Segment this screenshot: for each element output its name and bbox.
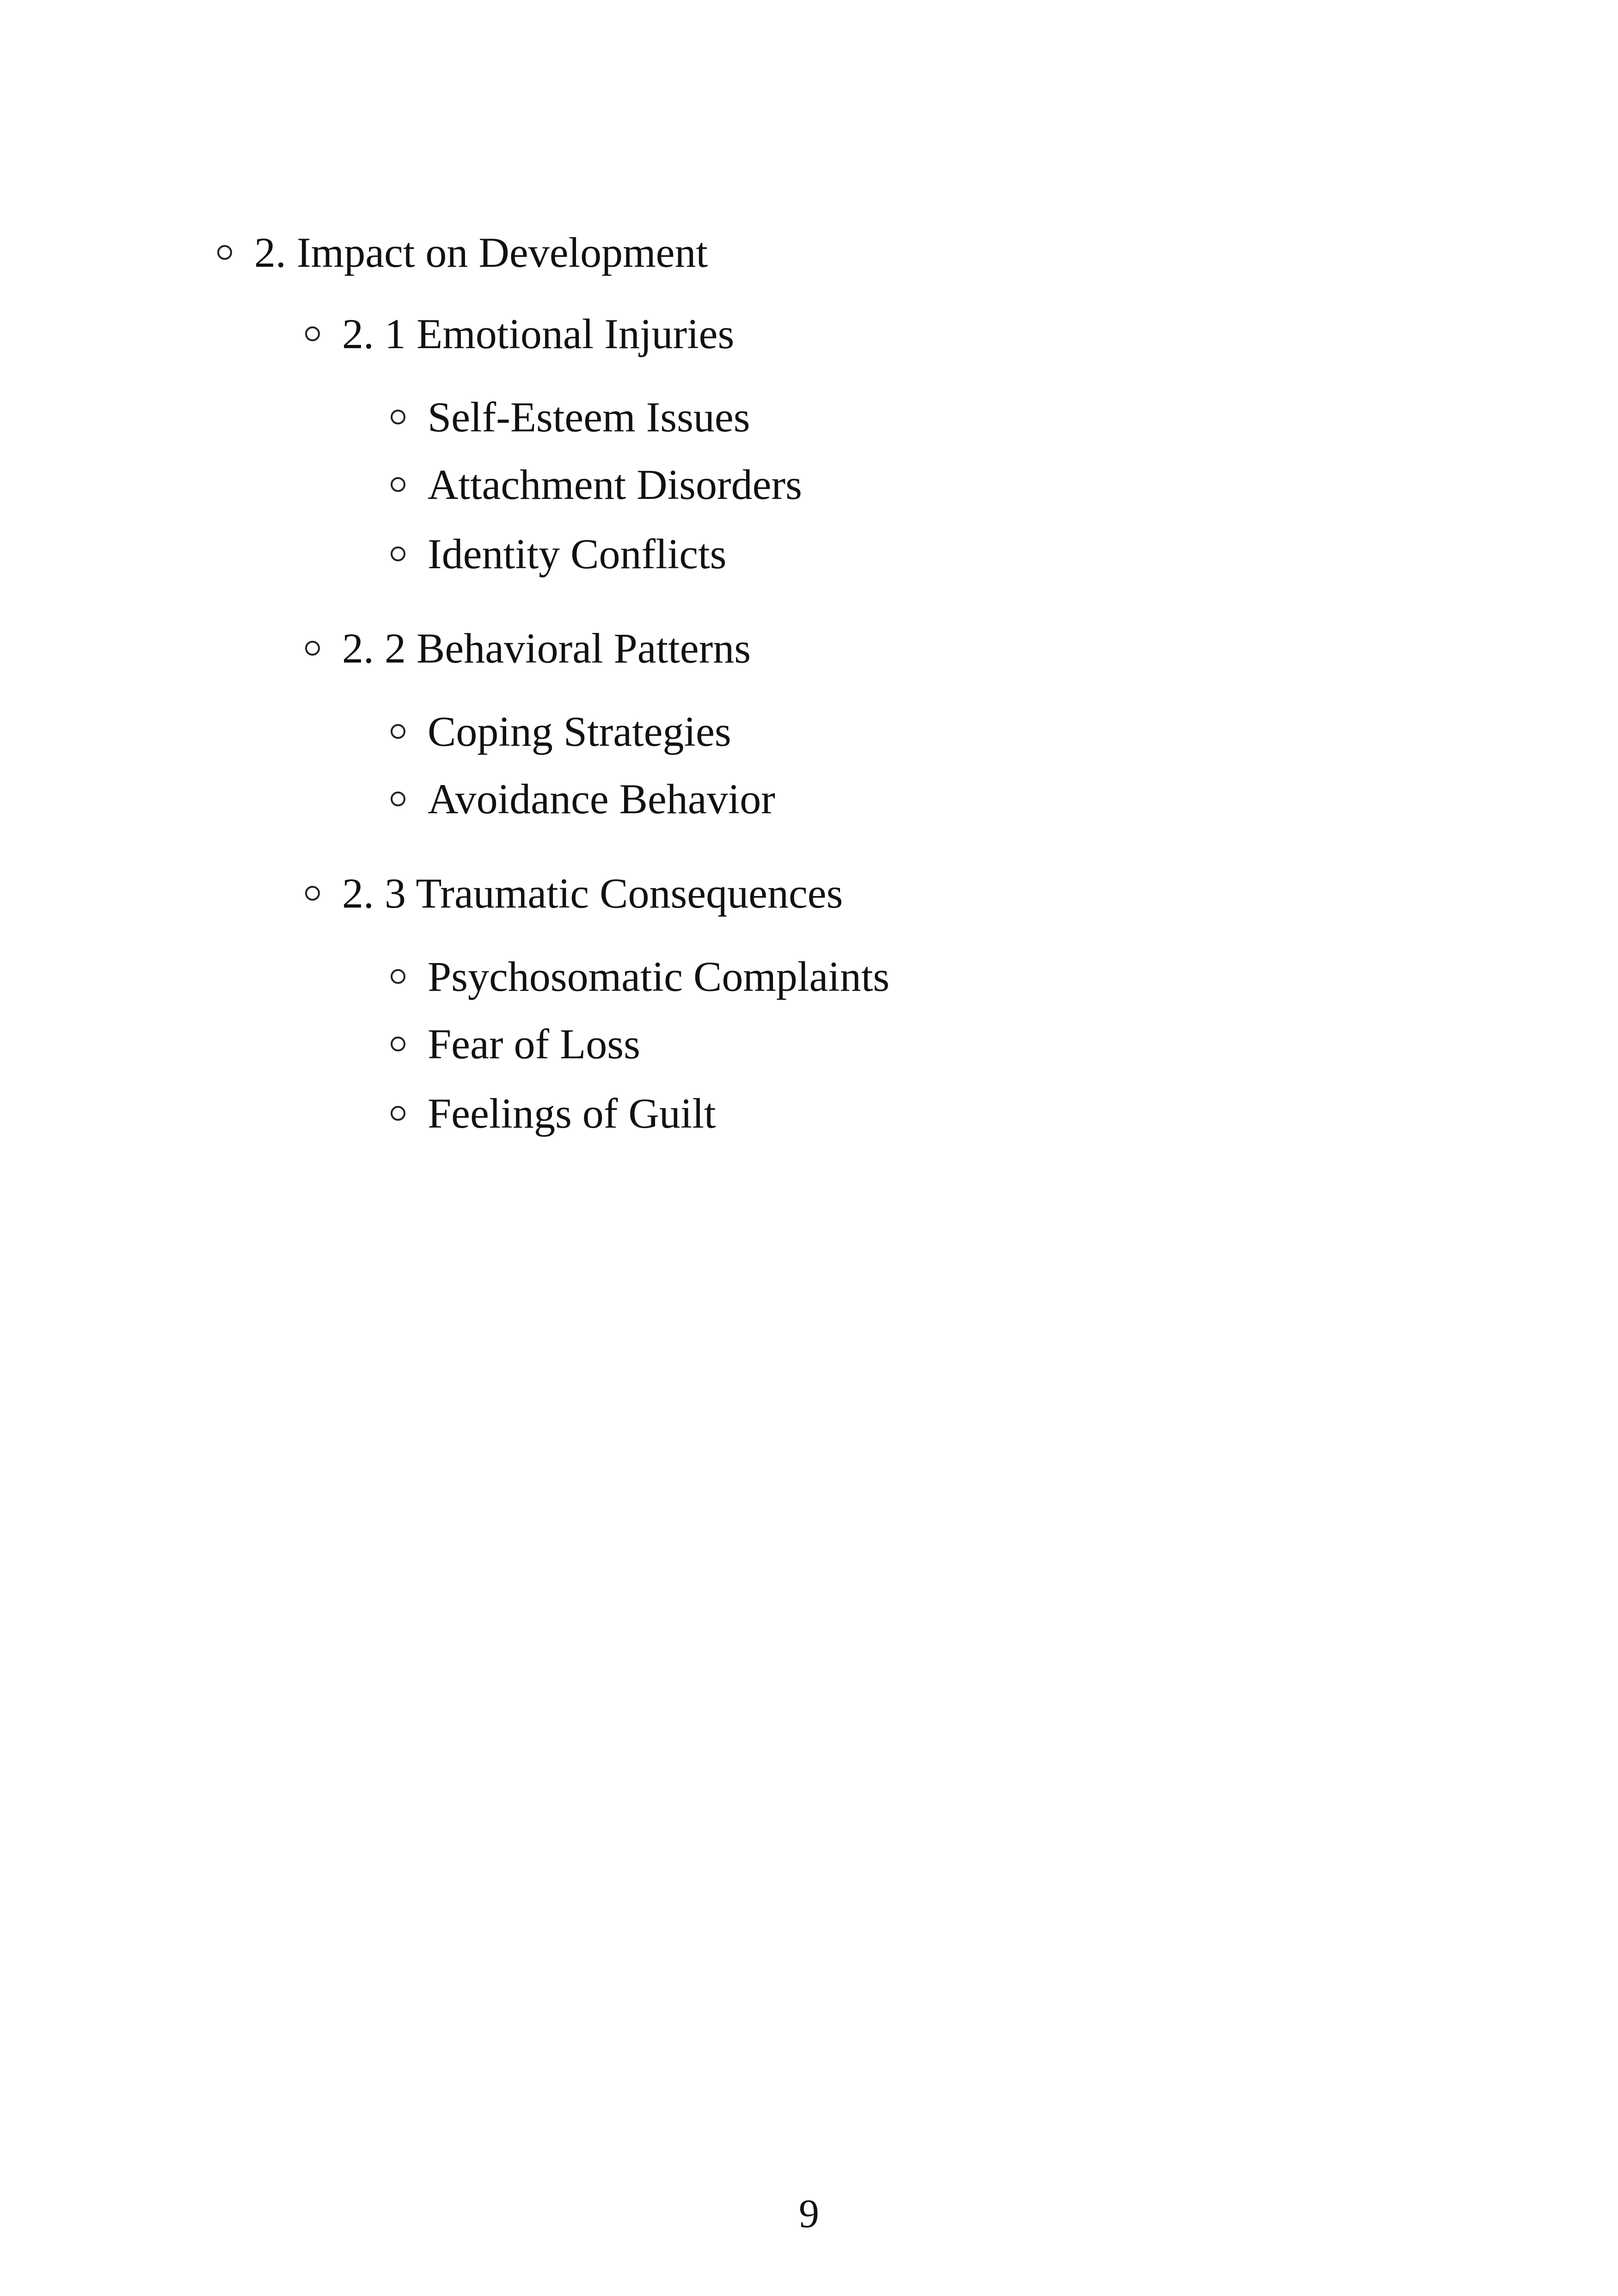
list-item-text: Identity Conflicts	[428, 530, 727, 577]
outline-list-item	[391, 1020, 640, 1068]
subsection-title: 2. 1 Emotional Injuries	[342, 310, 735, 357]
list-item-text: Psychosomatic Complaints	[428, 953, 890, 1000]
hollow-bullet-icon	[391, 969, 405, 984]
outline-list-item	[391, 775, 775, 823]
outline-section-heading	[217, 231, 708, 274]
hollow-bullet-icon	[217, 245, 232, 260]
hollow-bullet-icon	[391, 1106, 405, 1121]
outline-subsection-heading	[305, 625, 751, 672]
outline-list-item	[391, 393, 750, 441]
subsection-title: 2. 2 Behavioral Patterns	[342, 625, 751, 672]
list-item-text: Coping Strategies	[428, 708, 731, 755]
hollow-bullet-icon	[391, 1037, 405, 1051]
outline-subsection-heading	[305, 872, 843, 915]
hollow-bullet-icon	[305, 886, 320, 901]
hollow-bullet-icon	[391, 792, 405, 806]
list-item-text: Avoidance Behavior	[428, 775, 775, 823]
outline-list-item	[391, 530, 727, 577]
hollow-bullet-icon	[391, 724, 405, 739]
hollow-bullet-icon	[305, 326, 320, 341]
list-item-text: Fear of Loss	[428, 1020, 640, 1068]
list-item-text: Feelings of Guilt	[428, 1090, 716, 1137]
hollow-bullet-icon	[391, 546, 405, 561]
outline-list-item	[391, 1092, 716, 1135]
outline-list-item	[391, 710, 731, 753]
hollow-bullet-icon	[305, 641, 320, 656]
outline-list-item	[391, 955, 889, 998]
outline-subsection-heading	[305, 310, 735, 357]
subsection-title: 2. 3 Traumatic Consequences	[342, 870, 843, 917]
hollow-bullet-icon	[391, 477, 405, 492]
outline-list-item	[391, 463, 802, 506]
page-number: 9	[799, 2192, 819, 2236]
section-title: 2. Impact on Development	[254, 229, 708, 276]
hollow-bullet-icon	[391, 410, 405, 424]
list-item-text: Attachment Disorders	[428, 461, 802, 508]
list-item-text: Self-Esteem Issues	[428, 393, 750, 441]
